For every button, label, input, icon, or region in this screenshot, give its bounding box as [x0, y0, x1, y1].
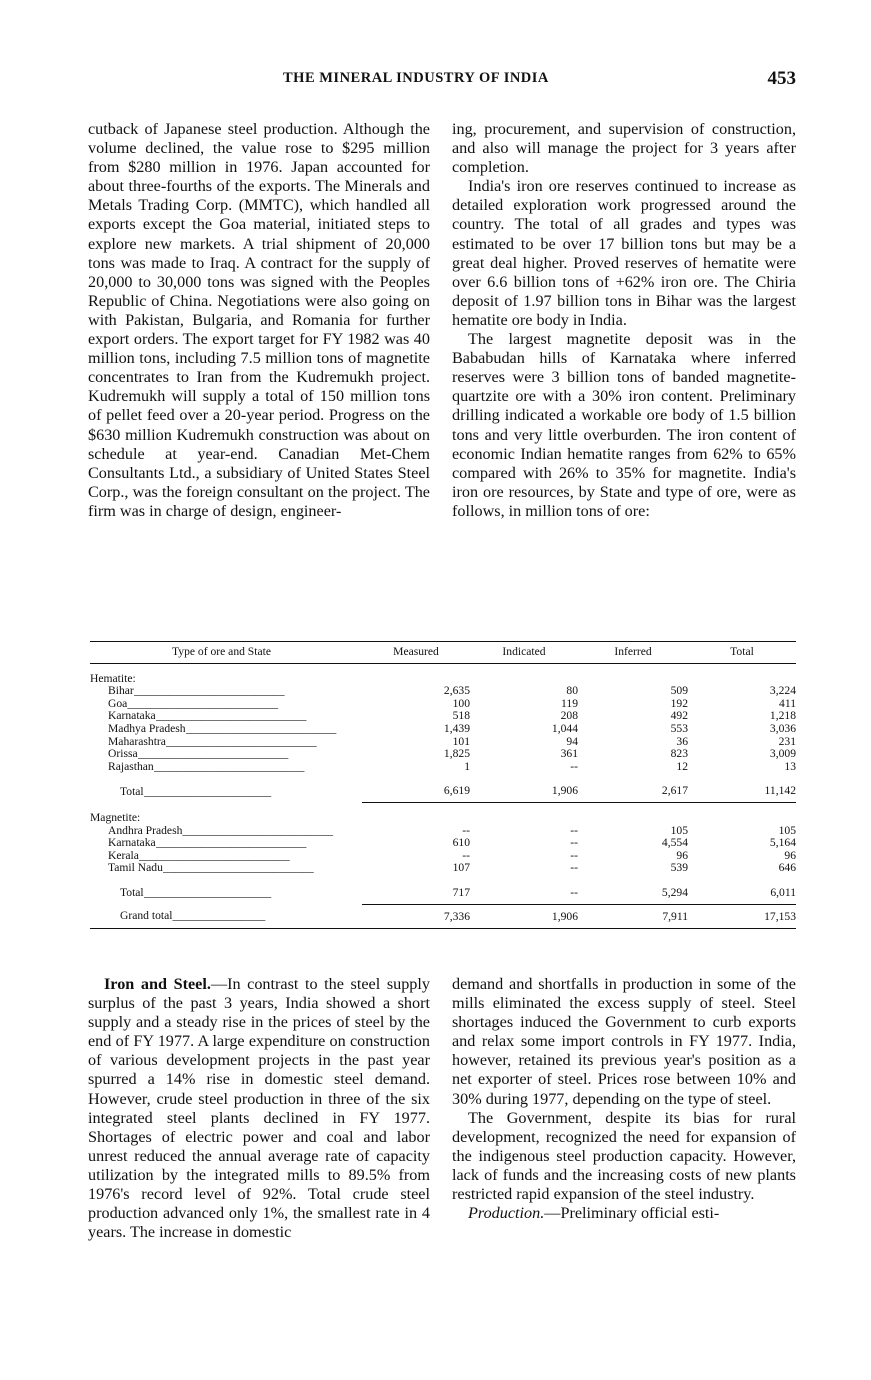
hematite-section	[90, 663, 796, 773]
paragraph-text: —In contrast to the steel supply surplus of the past 3 years, India showed a short supply and a steady rise in the prices of steel by the end of FY 1977. A large expenditure on construction of various development projects in the past year spurred a 14% rise in domestic steel demand. However, crude steel production in three of the six integrated steel plants declined in FY 1977. Shortages of electric power and coal and labor unrest reduced the annual average rate of capacity utilization by the integrated mills to 89.5% from 1976's record level of 92%. Total crude steel production advanced only 1%, the smallest rate in 4 years. The increase in domestic	[88, 975, 430, 1242]
grand-total-inferred: 7,911	[578, 904, 688, 929]
cell-total: 231	[778, 734, 796, 748]
cell-indicated: --	[570, 823, 578, 837]
column-header: Total	[688, 642, 796, 664]
state-name: Tamil Nadu	[108, 861, 163, 875]
cell-total: 3,224	[769, 684, 796, 698]
cell-inferred: 4,554	[661, 836, 688, 850]
section-heading: Iron and Steel.	[104, 975, 211, 993]
left-column-bottom	[88, 975, 430, 1242]
column-header: Measured	[362, 642, 470, 664]
total-label: Total	[120, 784, 144, 798]
cell-inferred: 539	[670, 861, 688, 875]
table-header-row	[90, 642, 796, 664]
cell-indicated: 119	[561, 696, 578, 710]
total-measured: 717	[362, 880, 470, 904]
state-name: Kerala	[108, 848, 139, 862]
paragraph: demand and shortfalls in production in some of the mills eliminated the excess supply of steel. Steel shortages induced the Government to curb exports and relax some import controls in FY 1977. India, however, retained its previous year's position as a net exporter of steel. Prices rose between 10% and 30% during 1977, depending on the type of steel.	[452, 975, 796, 1108]
column-header: Inferred	[578, 642, 688, 664]
cell-total: 646	[778, 861, 796, 875]
cell-indicated: --	[570, 836, 578, 850]
cell-total: 3,009	[769, 747, 796, 761]
table-row: Orissa__________________________ 1,825 361 823 3,009	[108, 747, 796, 761]
grand-total-measured: 7,336	[362, 904, 470, 929]
column-header: Indicated	[470, 642, 578, 664]
state-name: Goa	[108, 696, 128, 710]
table-row: Rajasthan__________________________ 1 -- 12 13	[108, 759, 796, 773]
cell-inferred: 96	[676, 848, 688, 862]
magnetite-section	[90, 802, 796, 874]
page-number: 453	[767, 68, 796, 89]
grand-total-row: Grand total________________ 7,336 1,906 7,911 17,153	[90, 904, 796, 929]
cell-total: 13	[784, 759, 796, 773]
running-title: THE MINERAL INDUSTRY OF INDIA	[283, 70, 549, 86]
cell-total: 105	[778, 823, 796, 837]
cell-total: 5,164	[769, 836, 796, 850]
paragraph-text: —Preliminary official esti-	[544, 1204, 720, 1223]
table-row: Maharashtra__________________________ 101 94 36 231	[108, 734, 796, 748]
cell-measured: --	[462, 848, 470, 862]
right-column-bottom	[452, 975, 796, 1223]
grand-total-total: 17,153	[688, 904, 796, 929]
cell-measured: 518	[452, 709, 470, 723]
state-name: Bihar	[108, 684, 134, 698]
cell-indicated: --	[570, 848, 578, 862]
cell-measured: 610	[452, 836, 470, 850]
right-column-top	[452, 120, 796, 521]
total-inferred: 5,294	[578, 880, 688, 904]
total-inferred: 2,617	[578, 778, 688, 802]
cell-indicated: 80	[566, 684, 578, 698]
column-header: Type of ore and State	[90, 642, 362, 664]
cell-inferred: 823	[670, 747, 688, 761]
table-row: Andhra Pradesh__________________________ -- -- 105 105	[108, 823, 796, 837]
total-total: 11,142	[688, 778, 796, 802]
paragraph: cutback of Japanese steel production. Although the volume declined, the value rose to $295 million from $280 million in 1976. Japan accounted for about three-fourths of the exports. The Minerals and Metals Trading Corp. (MMTC), which handled all exports except the Goa material, initiated steps to explore new markets. A trial shipment of 20,000 tons was made to Iraq. A contract for the supply of 20,000 to 30,000 tons was signed with the Peoples Republic of China. Negotiations were also going on with Pakistan, Bulgaria, and Romania for further export orders. The export target for FY 1982 was 40 million tons, including 7.5 million tons of magnetite concentrates to Iran from the Kudremukh project. Kudremukh will supply a total of 150 million tons of pellet feed over a 20-year period. Progress on the $630 million Kudremukh construction was about on schedule at year-end. Canadian Met-Chem Consultants Ltd., a subsidiary of United States Steel Corp., was the foreign consultant on the project. The firm was in charge of design, engineer-	[88, 120, 430, 520]
cell-measured: 1,825	[443, 747, 470, 761]
left-column-top	[88, 120, 430, 521]
table-row: Bihar__________________________ 2,635 80 509 3,224	[108, 684, 796, 698]
table-row: Goa__________________________ 100 119 192 411	[108, 696, 796, 710]
state-name: Andhra Pradesh	[108, 823, 183, 837]
state-name: Maharashtra	[108, 734, 166, 748]
paragraph: The largest magnetite deposit was in the Bababudan hills of Karnataka where inferred reserves were 3 billion tons of banded magnetite-quartzite ore with a 30% iron content. Preliminary drilling indicated a workable ore body of 1.5 billion tons and very little overburden. The iron content of economic Indian hematite ranges from 62% to 65% compared with 26% to 35% for magnetite. India's iron ore resources, by State and type of ore, were as follows, in million tons of ore:	[452, 330, 796, 520]
magnetite-total-row: Total______________________ 717 -- 5,294 6,011	[90, 880, 796, 904]
hematite-label: Hematite:	[90, 671, 136, 685]
table-row: Madhya Pradesh__________________________ 1,439 1,044 553 3,036	[108, 721, 796, 735]
state-name: Karnataka	[108, 709, 156, 723]
state-name: Madhya Pradesh	[108, 721, 186, 735]
page-header	[88, 70, 796, 94]
cell-indicated: 1,044	[551, 721, 578, 735]
cell-measured: 107	[452, 861, 470, 875]
cell-measured: 2,635	[443, 684, 470, 698]
state-name: Orissa	[108, 747, 138, 761]
table-row: Karnataka__________________________ 518 208 492 1,218	[108, 709, 796, 723]
total-indicated: --	[470, 880, 578, 904]
grand-total-indicated: 1,906	[470, 904, 578, 929]
paragraph	[88, 975, 430, 1242]
hematite-total-row: Total______________________ 6,619 1,906 2,617 11,142	[90, 778, 796, 802]
cell-inferred: 509	[670, 684, 688, 698]
cell-total: 96	[784, 848, 796, 862]
total-label: Total	[120, 886, 144, 900]
table-row: Kerala__________________________ -- -- 96 96	[108, 848, 796, 862]
grand-total-label: Grand total	[120, 909, 173, 923]
cell-measured: --	[462, 823, 470, 837]
cell-measured: 101	[452, 734, 470, 748]
cell-measured: 100	[452, 696, 470, 710]
cell-measured: 1,439	[443, 721, 470, 735]
total-measured: 6,619	[362, 778, 470, 802]
state-name: Rajasthan	[108, 759, 154, 773]
magnetite-total-section	[90, 875, 796, 929]
cell-inferred: 492	[670, 709, 688, 723]
cell-inferred: 12	[676, 759, 688, 773]
cell-indicated: 94	[566, 734, 578, 748]
table-row: Tamil Nadu__________________________ 107 -- 539 646	[108, 861, 796, 875]
magnetite-label: Magnetite:	[90, 810, 141, 824]
cell-inferred: 36	[676, 734, 688, 748]
cell-inferred: 105	[670, 823, 688, 837]
paragraph	[452, 1204, 796, 1223]
cell-measured: 1	[464, 759, 470, 773]
total-indicated: 1,906	[470, 778, 578, 802]
iron-ore-resources-table	[90, 641, 796, 929]
total-total: 6,011	[688, 880, 796, 904]
cell-total: 411	[779, 696, 796, 710]
cell-indicated: --	[570, 759, 578, 773]
subsection-heading: Production.	[468, 1204, 545, 1223]
cell-indicated: 361	[560, 747, 578, 761]
hematite-total-section	[90, 773, 796, 802]
state-name: Karnataka	[108, 836, 156, 850]
cell-indicated: --	[570, 861, 578, 875]
cell-inferred: 192	[670, 696, 688, 710]
cell-total: 3,036	[769, 721, 796, 735]
table-row: Karnataka__________________________ 610 -- 4,554 5,164	[108, 836, 796, 850]
paragraph: ing, procurement, and supervision of construction, and also will manage the project for 3 years after completion.	[452, 120, 796, 177]
paragraph: India's iron ore reserves continued to increase as detailed exploration work progressed around the country. The total of all grades and types was estimated to be over 17 billion tons but may be a great deal higher. Proved reserves of hematite were over 6.6 billion tons of +62% iron ore. The Chiria deposit of 1.97 billion tons in Bihar was the largest hematite ore body in India.	[452, 177, 796, 329]
cell-indicated: 208	[560, 709, 578, 723]
cell-inferred: 553	[670, 721, 688, 735]
cell-total: 1,218	[769, 709, 796, 723]
paragraph: The Government, despite its bias for rural development, recognized the need for expansion of the indigenous steel production capacity. However, lack of funds and the increasing costs of new plants restricted rapid expansion of the steel industry.	[452, 1108, 796, 1204]
